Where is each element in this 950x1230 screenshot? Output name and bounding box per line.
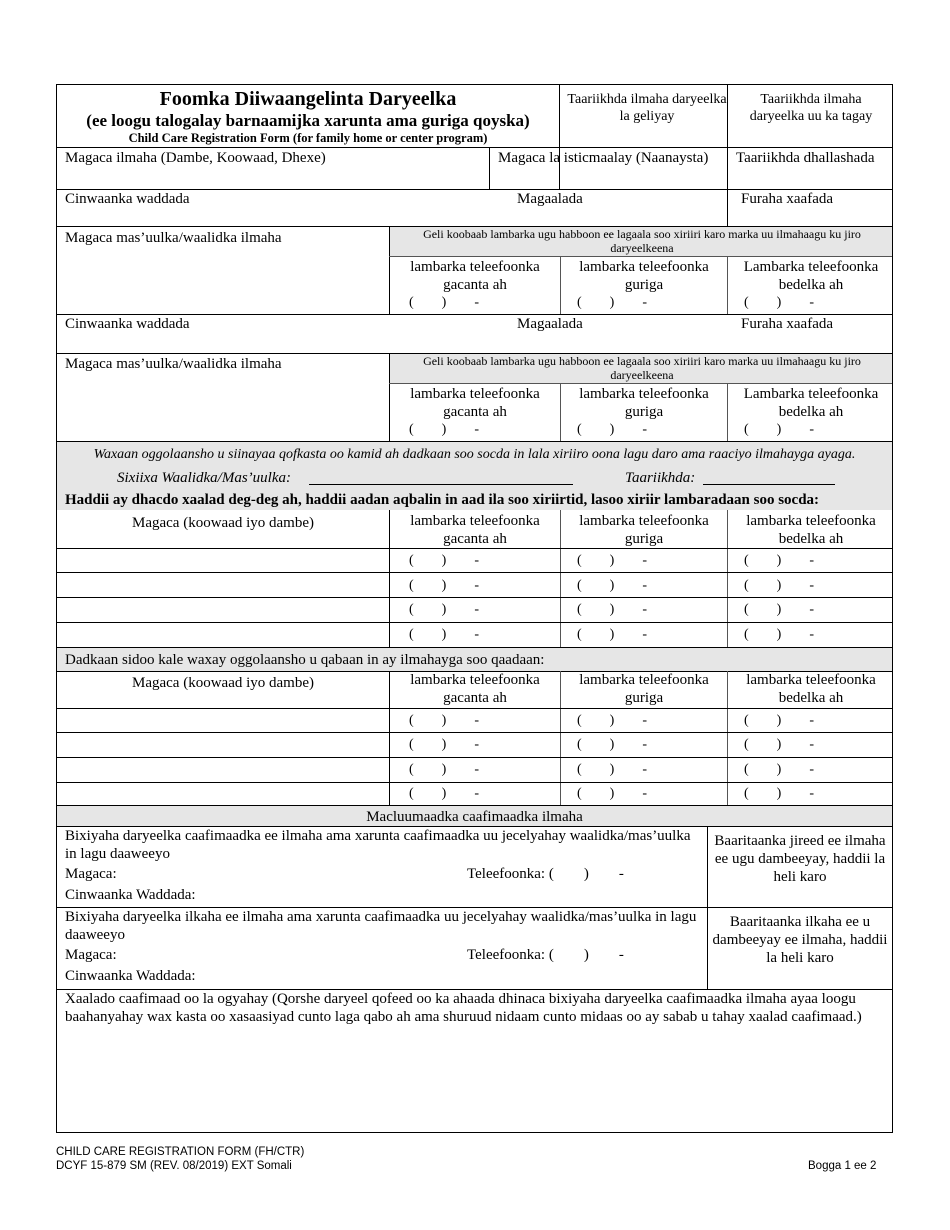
emergency-heading: Haddii ay dhacdo xaalad deg-deg ah, haddii aadan aqbalin in aad ila soo xiriirtid, lasoo xiriir lambaradaan soo socda:: [65, 492, 820, 508]
parent2-phone-instruction: Geli koobaab lambarka ugu habboon ee lagaala soo xiriiri karo marka uu ilmahaagu ku jiro daryeelkeena: [423, 354, 861, 382]
table-row[interactable]: [57, 733, 389, 757]
child-city-field[interactable]: Magaalada: [517, 191, 583, 207]
signature-line[interactable]: [309, 471, 573, 485]
signature-date-line[interactable]: [703, 471, 835, 485]
pickup-home-phone[interactable]: ( ) -: [577, 762, 647, 777]
child-zip-field[interactable]: Furaha xaafada: [741, 191, 834, 207]
pickup-alt-phone[interactable]: ( ) -: [744, 737, 814, 752]
parent2-work-phone-input[interactable]: ( ) -: [409, 422, 479, 437]
parent1-phone-instruction: Geli koobaab lambarka ugu habboon ee lagaala soo xiriiri karo marka uu ilmahaagu ku jiro daryeelkeena: [423, 227, 861, 255]
doctor-address-field[interactable]: Cinwaanka Waddada:: [65, 887, 196, 903]
pickup-work-phone[interactable]: ( ) -: [409, 713, 479, 728]
footer-page-number: Bogga 1 ee 2: [808, 1160, 877, 1172]
contact-work-phone[interactable]: ( ) -: [409, 627, 479, 642]
dentist-phone-field[interactable]: Teleefoonka: ( ) -: [467, 947, 624, 963]
table-row[interactable]: [57, 758, 389, 782]
contacts-alt-header: lambarka teleefoonka bedelka ah: [746, 513, 876, 547]
doctor-preference-text: Bixiyaha daryeelka caafimaadka ee ilmaha ama xarunta caafimaadka uu jecelyahay waalidka/mas’uulka in lagu daaweeyo: [65, 828, 691, 862]
contact-work-phone[interactable]: ( ) -: [409, 553, 479, 568]
contact-alt-phone[interactable]: ( ) -: [744, 553, 814, 568]
table-row[interactable]: [57, 623, 389, 647]
table-row[interactable]: [57, 573, 389, 597]
dentist-address-field[interactable]: Cinwaanka Waddada:: [65, 968, 196, 984]
pickup-home-phone[interactable]: ( ) -: [577, 737, 647, 752]
parent2-work-phone-label: lambarka teleefoonka gacanta ah: [410, 386, 540, 420]
parent1-alt-phone-label: Lambarka teleefoonka bedelka ah: [743, 259, 879, 293]
pickup-work-phone[interactable]: ( ) -: [409, 762, 479, 777]
parent2-home-phone-input[interactable]: ( ) -: [577, 422, 647, 437]
contacts-work-header: lambarka teleefoonka gacanta ah: [410, 513, 540, 547]
pickup-alt-header: lambarka teleefoonka bedelka ah: [746, 672, 876, 706]
date-left-field[interactable]: Taariikhda ilmaha daryeelka uu ka tagay: [749, 92, 873, 124]
parent2-alt-phone-label: Lambarka teleefoonka bedelka ah: [743, 386, 879, 420]
pickup-heading: Dadkaan sidoo kale waxay oggolaansho u qabaan in ay ilmahayga soo qaadaan:: [65, 652, 545, 668]
contacts-home-header: lambarka teleefoonka guriga: [579, 513, 709, 547]
dentist-name-field[interactable]: Magaca:: [65, 947, 117, 963]
parent2-home-phone-label: lambarka teleefoonka guriga: [579, 386, 709, 420]
footer-form-number: DCYF 15-879 SM (REV. 08/2019) EXT Somali: [56, 1160, 292, 1172]
pickup-home-header: lambarka teleefoonka guriga: [579, 672, 709, 706]
parent1-alt-phone-input[interactable]: ( ) -: [744, 295, 814, 310]
contact-alt-phone[interactable]: ( ) -: [744, 602, 814, 617]
parent1-address-field[interactable]: Cinwaanka waddada: [65, 316, 190, 332]
page-subtitle: (ee loogu talogalay barnaamijka xarunta ama guriga qoyska): [86, 111, 530, 130]
pickup-work-phone[interactable]: ( ) -: [409, 737, 479, 752]
parent1-zip-field[interactable]: Furaha xaafada: [741, 316, 834, 332]
contacts-name-header: Magaca (koowaad iyo dambe): [131, 515, 314, 531]
footer-form-name: CHILD CARE REGISTRATION FORM (FH/CTR): [56, 1146, 305, 1158]
contact-alt-phone[interactable]: ( ) -: [744, 578, 814, 593]
parent1-city-field[interactable]: Magaalada: [517, 316, 583, 332]
child-name-field[interactable]: Magaca ilmaha (Dambe, Koowaad, Dhexe): [65, 150, 326, 166]
dob-field[interactable]: Taariikhda dhallashada: [736, 150, 875, 166]
date-enrolled-field[interactable]: Taariikhda ilmaha daryeelka la geliyay: [567, 92, 727, 124]
parent1-home-phone-input[interactable]: ( ) -: [577, 295, 647, 310]
table-row[interactable]: [57, 783, 389, 805]
parent1-name-field[interactable]: Magaca mas’uulka/waalidka ilmaha: [65, 230, 282, 246]
nickname-field[interactable]: Magaca la isticmaalay (Naanaysta): [498, 150, 709, 166]
child-address-field[interactable]: Cinwaanka waddada: [65, 191, 190, 207]
contact-alt-phone[interactable]: ( ) -: [744, 627, 814, 642]
registration-form: [56, 84, 893, 1133]
dentist-preference-text: Bixiyaha daryeelka ilkaha ee ilmaha ama xarunta caafimaadka uu jecelyahay waalidka/mas’uulka in lagu daaweeyo: [65, 909, 697, 943]
medical-conditions-text: Xaalado caafimaad oo la ogyahay (Qorshe daryeel qofeed oo ka ahaada dhinaca bixiyaha daryeelka caafimaadka ilmaha ayaa loogu baahanyahay wax kasta oo xasaasiyad cunto laga qabo ah ama shuruud nidaam cunto midaas oo ay sabab u tahay xaalad caafimaad.): [65, 991, 862, 1025]
signature-label: Sixiixa Waalidka/Mas’uulka:: [117, 470, 291, 486]
permission-statement: Waxaan oggolaansho u siinayaa qofkasta oo kamid ah dadkaan soo socda in lala xiriiro oona lagu daro ama raaciyo ilmahayga ayaga.: [93, 447, 856, 462]
english-title: Child Care Registration Form (for family home or center program): [128, 131, 488, 145]
form-header: [57, 87, 559, 145]
pickup-work-header: lambarka teleefoonka gacanta ah: [410, 672, 540, 706]
doctor-name-field[interactable]: Magaca:: [65, 866, 117, 882]
medical-conditions-area[interactable]: [57, 1030, 892, 1130]
contact-home-phone[interactable]: ( ) -: [577, 553, 647, 568]
parent2-alt-phone-input[interactable]: ( ) -: [744, 422, 814, 437]
pickup-name-header: Magaca (koowaad iyo dambe): [131, 675, 314, 691]
signature-date-label: Taariikhda:: [625, 470, 696, 486]
contact-work-phone[interactable]: ( ) -: [409, 602, 479, 617]
pickup-alt-phone[interactable]: ( ) -: [744, 762, 814, 777]
table-row[interactable]: [57, 598, 389, 622]
table-row[interactable]: [57, 549, 389, 572]
pickup-alt-phone[interactable]: ( ) -: [744, 713, 814, 728]
parent1-home-phone-label: lambarka teleefoonka guriga: [579, 259, 709, 293]
contact-work-phone[interactable]: ( ) -: [409, 578, 479, 593]
pickup-work-phone[interactable]: ( ) -: [409, 786, 479, 801]
parent1-work-phone-input[interactable]: ( ) -: [409, 295, 479, 310]
physical-exam-field[interactable]: Baaritaanka jireed ee ilmaha ee ugu dambeeyay, haddii la heli karo: [714, 833, 886, 885]
pickup-alt-phone[interactable]: ( ) -: [744, 786, 814, 801]
pickup-home-phone[interactable]: ( ) -: [577, 786, 647, 801]
medical-heading: Macluumaadka caafimaadka ilmaha: [366, 809, 583, 825]
pickup-home-phone[interactable]: ( ) -: [577, 713, 647, 728]
dental-exam-field[interactable]: Baaritaanka ilkaha ee u dambeeyay ee ilmaha, haddii la heli karo: [712, 914, 888, 966]
contact-home-phone[interactable]: ( ) -: [577, 602, 647, 617]
page-title: Foomka Diiwaangelinta Daryeelka: [159, 88, 457, 110]
doctor-phone-field[interactable]: Teleefoonka: ( ) -: [467, 866, 624, 882]
parent1-work-phone-label: lambarka teleefoonka gacanta ah: [410, 259, 540, 293]
contact-home-phone[interactable]: ( ) -: [577, 627, 647, 642]
parent2-name-field[interactable]: Magaca mas’uulka/waalidka ilmaha: [65, 356, 282, 372]
table-row[interactable]: [57, 709, 389, 732]
contact-home-phone[interactable]: ( ) -: [577, 578, 647, 593]
